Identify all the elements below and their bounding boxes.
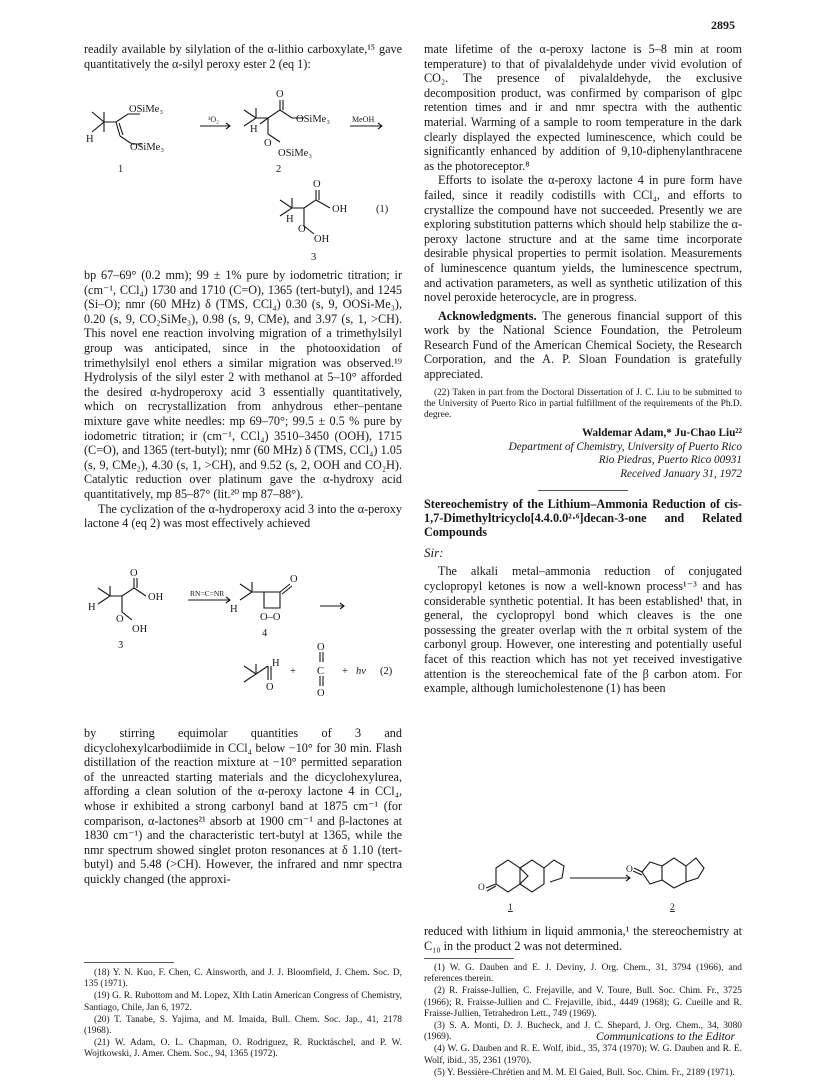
footnote-22: (22) Taken in part from the Doctoral Dissertation of J. C. Liu to be submitted to the University of Puerto Rico in partial fulfillment of the requirements of the Ph.D. degree. xyxy=(424,387,742,421)
arrow-reagent-label: ¹O₂ xyxy=(208,115,219,124)
left-body-2 xyxy=(84,726,402,887)
osime3-label: OSiMe₃ xyxy=(278,148,312,159)
right-column xyxy=(424,42,742,696)
reduced-paragraph: reduced with lithium in liquid ammonia,¹ the stereochemistry at C₁₀ in the product 2 was not determined. xyxy=(424,924,742,953)
left-column xyxy=(84,42,402,71)
affiliation-line-2: Rio Piedras, Puerto Rico 00931 xyxy=(598,454,742,467)
article-title: Stereochemistry of the Lithium–Ammonia Reduction of cis-1,7-Dimethyltricyclo[4.4.0.0²·⁶]decan-3-one and Related Compounds xyxy=(424,496,742,540)
equation-1-scheme xyxy=(84,86,402,276)
footnote-rule xyxy=(84,962,174,963)
o-label: O xyxy=(478,883,485,893)
footnote-5: (5) Y. Bessière-Chrétien and M. M. El Gaied, Bull. Soc. Chim. Fr., 2189 (1971). xyxy=(434,1067,735,1078)
left-body-1 xyxy=(84,268,402,531)
o-label: O xyxy=(290,574,298,585)
alkali-paragraph: The alkali metal–ammonia reduction of conjugated cyclopropyl ketones is now a well-known process¹⁻³ and has considerable synthetic potential. It has been established¹ that, in general, the cyclopropyl bond which cleaves is the one possessing the greater overlap with the π orbital system of the carbonyl group. However, one interesting and potentially useful facet of this reaction which has not yet received investigative attention is the stereochemical fate of the β carbon atom. For example, although lumicholestenone (1) has been xyxy=(424,564,742,696)
footnote-19: (19) G. R. Rubottom and M. Lopez, XIth Latin American Congress of Chemistry, Santiago, Chile, Jan 6, 1972. xyxy=(84,991,402,1013)
acknowledgments-paragraph xyxy=(424,309,742,382)
left-footnotes xyxy=(84,968,402,1062)
intro-paragraph: readily available by silylation of the α-lithio carboxylate,¹⁵ gave quantitatively the α-silyl peroxy ester 2 (eq 1): xyxy=(84,42,402,71)
lumicholestenone-scheme xyxy=(470,838,710,920)
structure-1-label: 1 xyxy=(508,903,513,913)
osime3-label: OSiMe₃ xyxy=(296,114,330,125)
osime3-label: OSiMe₃ xyxy=(129,104,163,115)
stirring-paragraph: by stirring equimolar quantities of 3 and dicyclohexylcarbodiimide in CCl₄ below −10° for 30 min. Flash distillation of the reaction mixture at −10° permitted separation of the unreacted starting materials and the dicyclohexylurea, affording a clean solution of the α-peroxy lactone 4 in CCl₄, whose ir exhibited a strong carbonyl band at 1875 cm⁻¹ (for comparison, α-lactones²¹ absorb at 1900 cm⁻¹ and β-lactones at 1830 cm⁻¹) and the characteristic tert-butyl at 1365, while the nmr spectrum showed singlet proton resonances at δ 1.10 (tert-butyl) and 5.48 (>CH). However, the infrared and nmr spectra quickly changed (the approxi- xyxy=(84,726,402,886)
equation-2-scheme xyxy=(84,566,402,718)
compound-3-label: 3 xyxy=(118,640,124,651)
plus-sign: + xyxy=(342,666,348,677)
affiliation-line-1: Department of Chemistry, University of Puerto Rico xyxy=(508,440,742,453)
author-block xyxy=(424,427,742,481)
h-label: H xyxy=(286,214,294,225)
oh-label: OH xyxy=(332,204,348,215)
footnote-rule xyxy=(424,958,514,959)
o-label: O xyxy=(264,138,272,149)
acknowledgments-heading: Acknowledgments. xyxy=(438,308,537,323)
acknowledgments-body: The generous financial support of this work by the National Science Foundation, the Petroleum Research Fund of the American Chemical Society, the Research Corporation, and the A. P. Sloan Foundation is gratefully appreciated. xyxy=(424,308,742,382)
footnote-3: (3) S. A. Monti, D. J. Bucheck, and J. C. Shepard, J. Org. Chem., 34, 3080 (1969). xyxy=(424,1021,742,1043)
h-label: H xyxy=(86,134,94,145)
o-label: O xyxy=(626,865,633,875)
equation-number: (1) xyxy=(376,204,389,215)
o-label: O xyxy=(298,224,306,235)
oh-label: OH xyxy=(314,234,330,245)
lifetime-paragraph: mate lifetime of the α-peroxy lactone is 5–8 min at room temperature) to that of pivalaldehyde under vivid evolution of CO₂. The presence of pivalaldehyde, the exclusive decomposition product, was confirmed by comparison of glpc retention times and ir and nmr spectra with the authentic material. Warming of a sample to room temperature in the dark clearly displayed the expected luminescence, which could be significantly enhanced by addition of 9,10-diphenylanthracene as the photoreceptor.⁸ xyxy=(424,42,742,173)
osime3-label: OSiMe₃ xyxy=(130,142,164,153)
equation-number: (2) xyxy=(380,666,393,677)
c-label: C xyxy=(317,666,325,677)
footnote-22-block xyxy=(424,388,742,422)
footnote-20: (20) T. Tanabe, S. Yajima, and M. Imaida, Bull. Chem. Soc. Jap., 41, 2178 (1968). xyxy=(84,1014,402,1037)
bp-paragraph: bp 67–69° (0.2 mm); 99 ± 1% pure by iodometric titration; ir (cm⁻¹, CCl₄) 1730 and 1710 (C=O), 1365 (tert-butyl), and 1245 (Si–O); nmr (60 MHz) δ (TMS, CCl₄) 0.30 (s, 9, OOSi-Me₃), 0.20 (s, 9, CO₂SiMe₃), 0.98 (s, 9, CMe), and 3.97 (s, 1, >CH). This novel ene reaction involving migration of a trimethylsilyl group was anticipated, since in the photooxidation of trimethylsilyl enol ethers a similar migration was observed.¹⁹ Hydrolysis of the silyl ester 2 with methanol at 5–10° afforded the desired α-hydroperoxy acid 3 essentially quantitatively, which on recrystallization from anhydrous ether–pentane mixture gave white needles: mp 69–70°; 99.5 ± 0.5 % pure by iodometric titration; ir (cm⁻¹, CCl₄) 3510–3450 (OOH), 1715 (C=O), and 1365 (tert-butyl); nmr (60 MHz) δ (TMS, CCl₄) 1.05 (s, 9, CMe₂), 4.30 (s, 1, >CH), and 9.52 (s, 2, OOH and CO₂H). Catalytic reduction over platinum gave the α-hydroxy acid quantitatively, mp 85–87° (lit.²⁰ mp 87–88°). xyxy=(84,268,402,501)
o-label: O xyxy=(116,614,124,625)
right-footnotes xyxy=(424,963,742,1080)
oh-label: OH xyxy=(148,592,164,603)
compound-1-label: 1 xyxy=(118,164,124,175)
footnote-18: (18) Y. N. Kuo, F. Chen, C. Ainsworth, and J. J. Bloomfield, J. Chem. Soc. D, 135 (1971). xyxy=(84,968,402,990)
compound-3-label: 3 xyxy=(311,252,317,263)
compound-4-label: 4 xyxy=(262,628,268,639)
footnote-1: (1) W. G. Dauben and E. J. Deviny, J. Org. Chem., 31, 3794 (1966), and references therein. xyxy=(424,963,742,985)
structure-2-label: 2 xyxy=(670,903,675,913)
h-label: H xyxy=(88,602,96,613)
arrow-reagent-label: MeOH xyxy=(352,115,375,124)
o-label: O xyxy=(130,568,138,579)
hv-label: hν xyxy=(356,666,366,677)
received-date: Received January 31, 1972 xyxy=(620,468,742,481)
o-label: O xyxy=(313,179,321,190)
h-label: H xyxy=(230,604,238,615)
author-names: Waldemar Adam,* Ju-Chao Liu²² xyxy=(581,427,742,440)
plus-sign: + xyxy=(290,666,296,677)
footnote-21: (21) W. Adam, O. L. Chapman, O. Rodriguez, R. Rucktäschel, and P. W. Wojtkowski, J. Amer. Chem. Soc., 94, 1365 (1972). xyxy=(84,1038,402,1060)
h-label: H xyxy=(272,658,280,669)
peroxide-label: O–O xyxy=(260,612,281,623)
h-label: H xyxy=(250,124,258,135)
cyclization-paragraph: The cyclization of the α-hydroperoxy acid 3 into the α-peroxy lactone 4 (eq 2) was most effectively achieved xyxy=(84,501,402,531)
salutation: Sir: xyxy=(424,544,444,560)
o-label: O xyxy=(266,682,274,693)
o-label: O xyxy=(276,89,284,100)
reagent-label: RN=C=NR xyxy=(190,589,225,598)
efforts-paragraph: Efforts to isolate the α-peroxy lactone 4 in pure form have failed, since it readily codistills with CCl₄, and efforts to crystallize the compound have not succeeded. Presently we are exploring substitution patterns which should help stabilize the α-peroxy lactone structure and at the same time incorporate desirable physical properties to permit isolation. Measurements of luminescence quantum yields, the luminescence spectrum, and activation parameters, as well as synthetic utilization of this novel peroxide heterocycle, are in progress. xyxy=(424,173,742,305)
footnote-2: (2) R. Fraisse-Jullien, C. Frejaville, and V. Toure, Bull. Soc. Chim. Fr., 3725 (1966); R. Fraisse-Jullien and C. Frejaville, ibid., 4449 (1968); G. Cueille and R. Fraisse-Jullien, Tetrahedron Lett., 749 (1969). xyxy=(424,986,742,1019)
oh-label: OH xyxy=(132,624,148,635)
footnote-4: (4) W. G. Dauben and R. E. Wolf, ibid., 35, 374 (1970); W. G. Dauben and R. E. Wolf, ibid., 35, 2361 (1970). xyxy=(424,1044,742,1066)
article-separator xyxy=(538,490,628,491)
running-footer: Communications to the Editor xyxy=(596,1031,735,1043)
o-label: O xyxy=(317,688,325,699)
right-body-2 xyxy=(424,924,742,953)
page-number: 2895 xyxy=(711,18,735,32)
o-label: O xyxy=(317,642,325,653)
compound-2-label: 2 xyxy=(276,164,282,175)
